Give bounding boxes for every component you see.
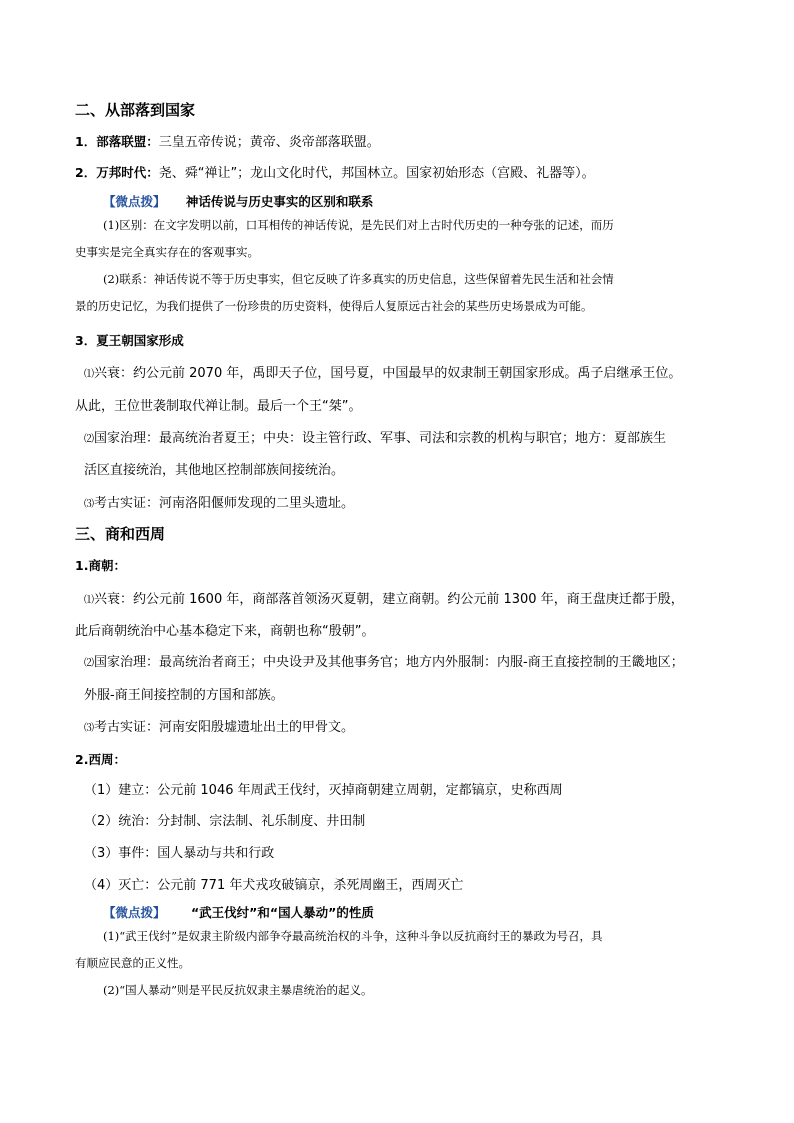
list-number: ⑴ <box>84 595 94 606</box>
item-wanbang-era <box>75 167 595 180</box>
line-text: 国家治理：最高统治者夏王；中央：设主管行政、军事、司法和宗教的机构与职官；地方：夏部族生 <box>94 431 667 446</box>
list-number: ⑶ <box>84 723 94 734</box>
xia-governance-line1 <box>84 432 666 445</box>
zhou-founding: （1）建立：公元前 1046 年周武王伐纣，灭掉商朝建立周朝，定都镐京，史称西周 <box>84 783 563 798</box>
shang-governance-line1 <box>84 656 684 669</box>
xia-archaeology <box>84 497 354 510</box>
tip-title: “武王伐纣”和“国人暴动”的性质 <box>190 905 374 920</box>
xia-governance-line2: 活区直接统治，其他地区控制部族间接统治。 <box>84 463 345 478</box>
tip1-para2-line1: (2)联系：神话传说不等于历史事实，但它反映了许多真实的历史信息，这些保留着先民生活和社会情 <box>103 272 614 286</box>
tip2-para1-line2: 有顺应民意的正义性。 <box>75 956 190 970</box>
section-title-2: 二、从部落到国家 <box>75 101 196 119</box>
xia-rise-fall-line2: 从此，王位世袭制取代禅让制。最后一个王“桀”。 <box>75 399 362 414</box>
item-label: 2．万邦时代： <box>75 165 159 180</box>
shang-rise-fall-line2: 此后商朝统治中心基本稳定下来，商朝也称“殷朝”。 <box>75 624 375 639</box>
zhou-fall: （4）灭亡：公元前 771 年犬戎攻破镐京，杀死周幽王，西周灭亡 <box>84 878 464 893</box>
zhou-events: （3）事件：国人暴动与共和行政 <box>84 846 275 861</box>
zhou-governance: （2）统治：分封制、宗法制、礼乐制度、井田制 <box>84 814 366 829</box>
item-tribal-alliance <box>75 136 380 149</box>
tip2-para2-line1: (2)“国人暴动”则是平民反抗奴隶主暴虐统治的起义。 <box>103 983 373 997</box>
section-title-3: 三、商和西周 <box>75 525 166 543</box>
list-number: ⑶ <box>84 499 94 510</box>
tip1-para1-line2: 史事实是完全真实存在的客观事实。 <box>75 245 259 259</box>
list-number: ⑵ <box>84 434 94 445</box>
tip1-para2-line2: 景的历史记忆，为我们提供了一份珍贵的历史资料，使得后人复原远古社会的某些历史场景成为可能。 <box>75 299 593 313</box>
item-label: 1．部落联盟： <box>75 134 159 149</box>
tip2-para1-line1: (1)“武王伐纣”是奴隶主阶级内部争夺最高统治权的斗争，这种斗争以反抗商纣王的暴政为号召，具 <box>103 929 603 943</box>
tip-label: 【微点拨】 <box>103 194 166 209</box>
item-xia-dynasty: 3．夏王朝国家形成 <box>75 333 184 348</box>
line-text: 兴衰：约公元前 2070 年，禹即天子位，国号夏，中国最早的奴隶制王朝国家形成。禹子启继承王位。 <box>94 366 682 381</box>
tip-heading-1 <box>103 193 373 209</box>
shang-governance-line2: 外服-商王间接控制的方国和部族。 <box>84 688 284 703</box>
tip1-para1-line1: (1)区别：在文字发明以前，口耳相传的神话传说，是先民们对上古时代历史的一种夸张的记述，而历 <box>103 218 614 232</box>
tip-label: 【微点拨】 <box>103 905 166 920</box>
item-text: 三皇五帝传说；黄帝、炎帝部落联盟。 <box>158 135 380 150</box>
xia-rise-fall-line1 <box>84 367 681 380</box>
tip-heading-2 <box>103 904 374 920</box>
list-number: ⑵ <box>84 658 94 669</box>
list-number: ⑴ <box>84 369 94 380</box>
item-western-zhou: 2.西周： <box>75 752 126 767</box>
line-text: 兴衰：约公元前 1600 年，商部落首领汤灭夏朝，建立商朝。约公元前 1300 年，商王盘庚迁都于殷， <box>94 592 684 607</box>
line-text: 国家治理：最高统治者商王；中央设尹及其他事务官；地方内外服制：内服-商王直接控制的王畿地区； <box>94 655 684 670</box>
item-shang-dynasty: 1.商朝： <box>75 558 126 573</box>
line-text: 考古实证：河南洛阳偃师发现的二里头遗址。 <box>94 496 355 511</box>
shang-rise-fall-line1 <box>84 593 684 606</box>
tip-title: 神话传说与历史事实的区别和联系 <box>185 194 374 209</box>
line-text: 考古实证：河南安阳殷墟遗址出土的甲骨文。 <box>94 720 355 735</box>
shang-archaeology <box>84 721 354 734</box>
item-text: 尧、舜“禅让”；龙山文化时代，邦国林立。国家初始形态（宫殿、礼器等）。 <box>158 166 595 181</box>
